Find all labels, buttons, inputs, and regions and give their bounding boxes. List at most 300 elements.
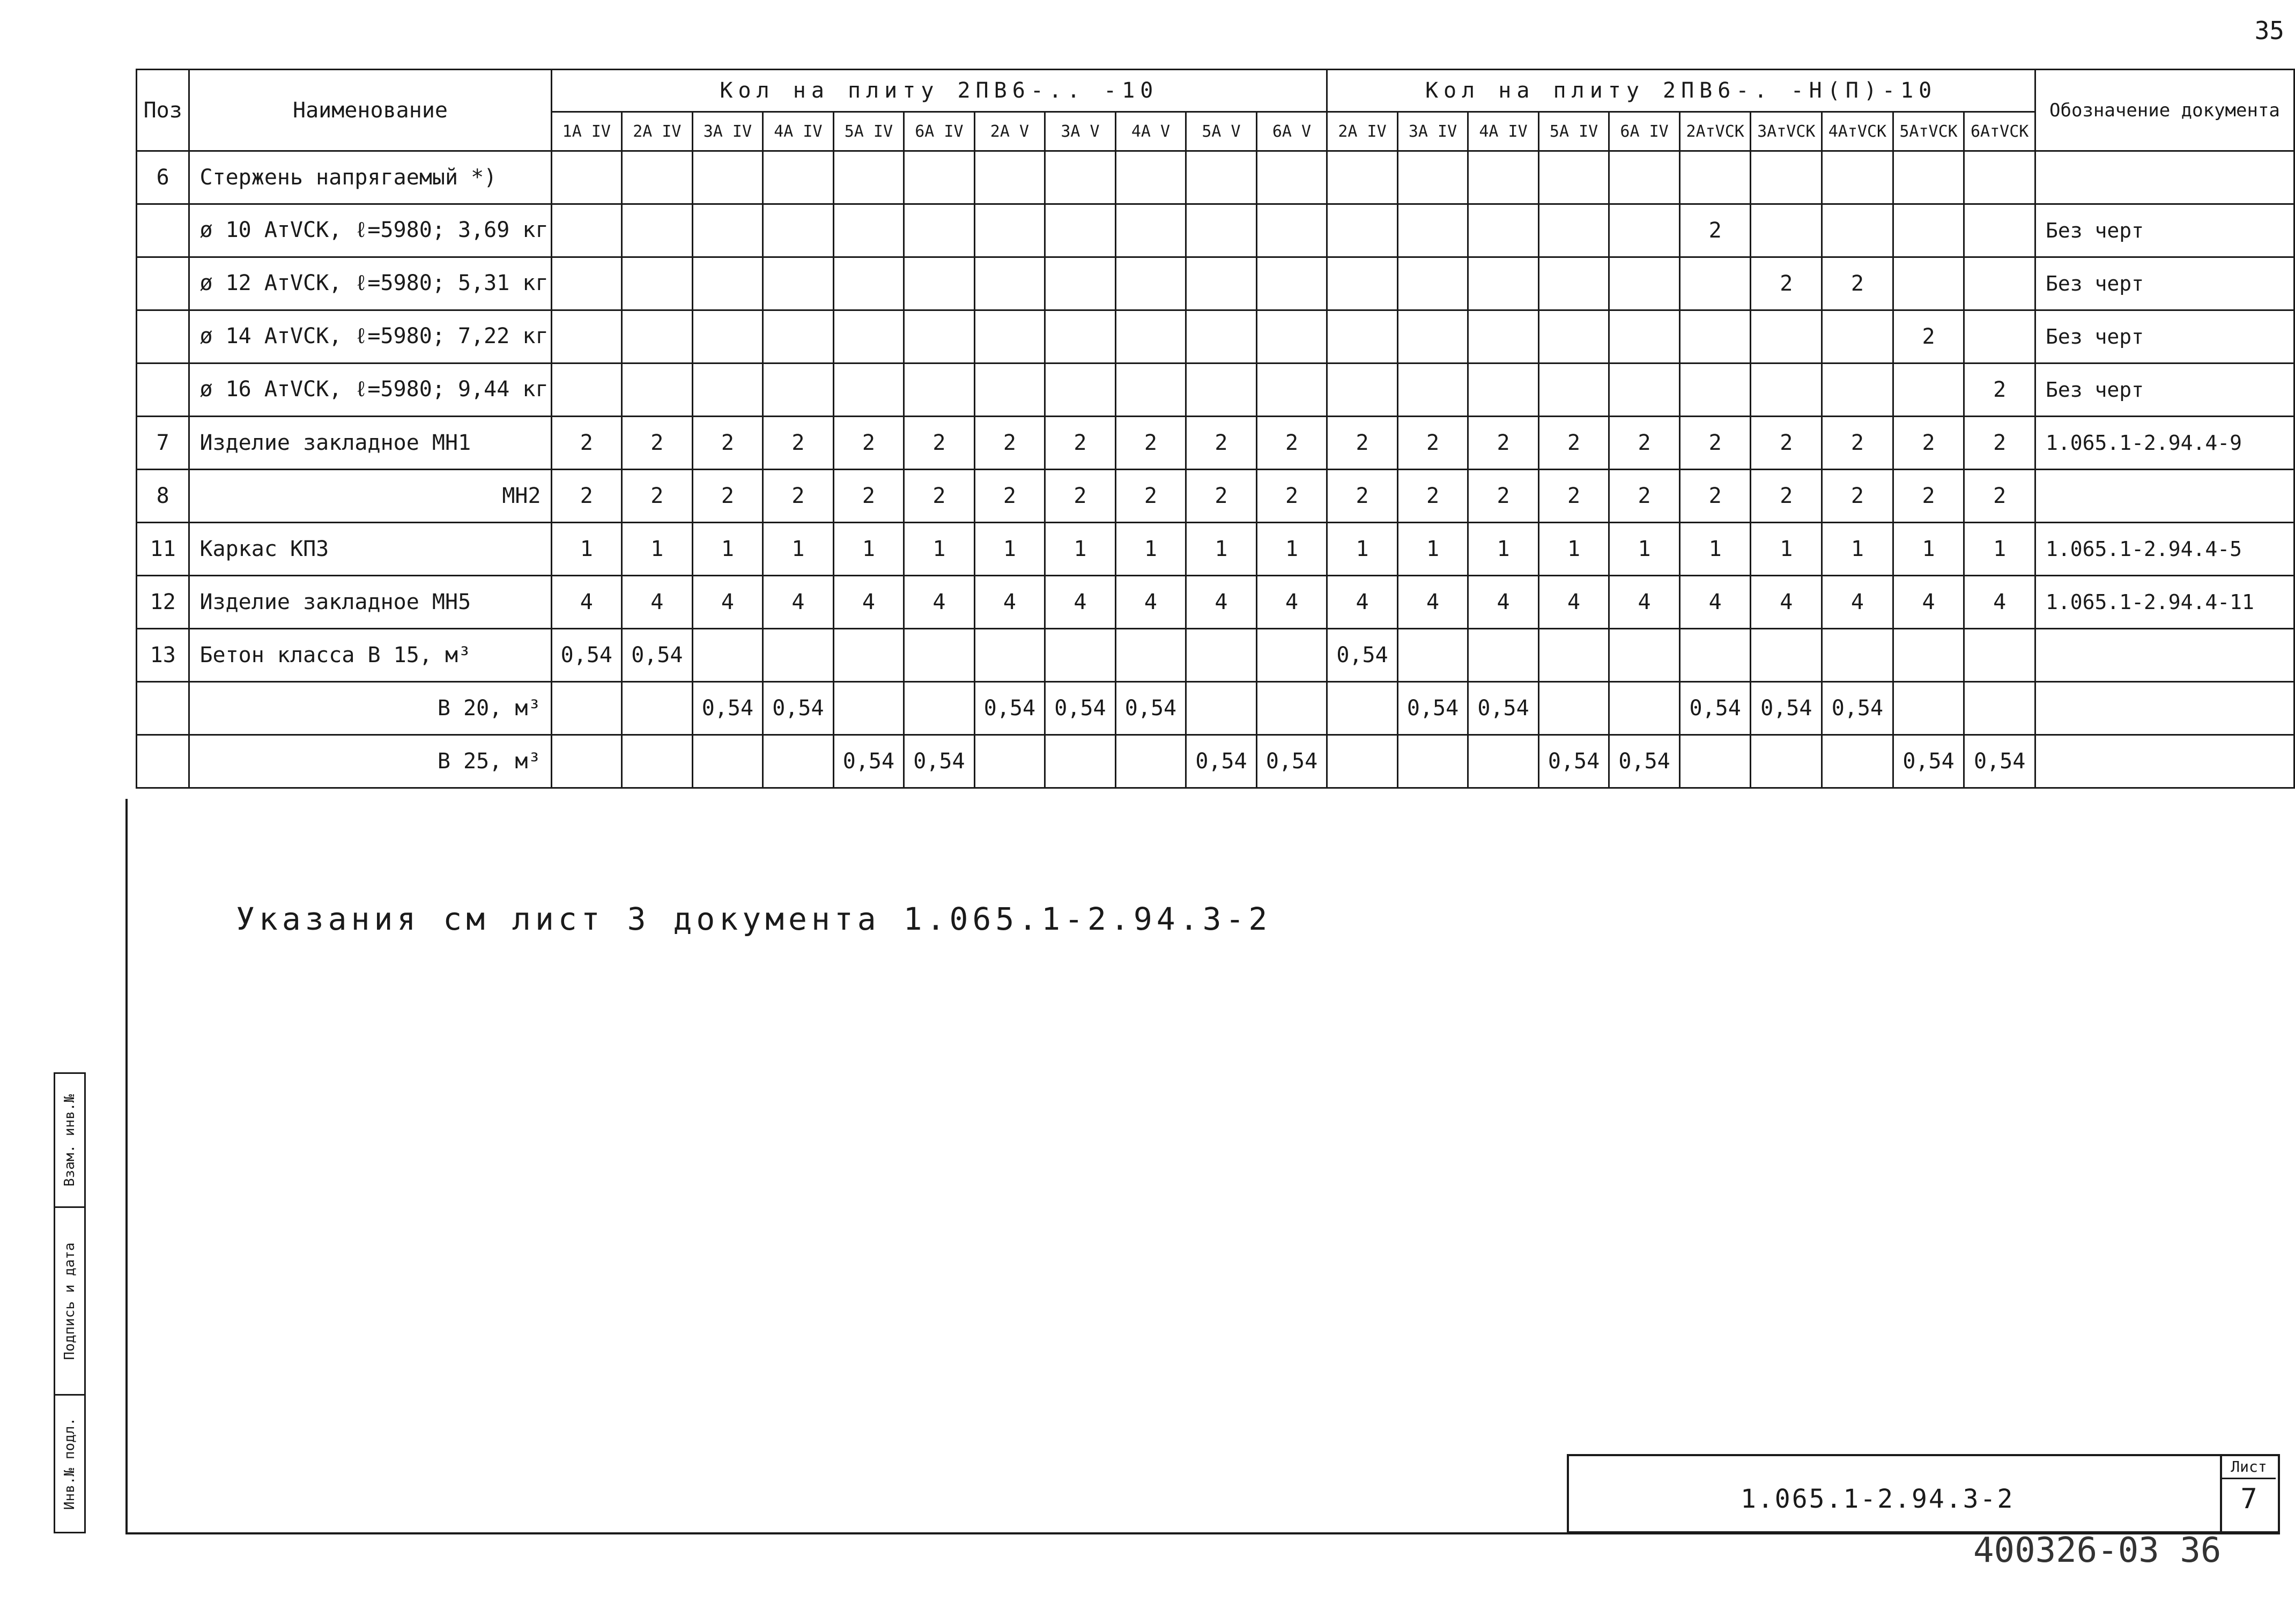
qty-cell [974,257,1045,310]
qty-cell: 0,54 [1751,682,1822,735]
subheader-cell: 2А V [974,112,1045,151]
qty-cell: 2 [1751,257,1822,310]
qty-cell [763,735,834,788]
qty-cell: 4 [833,576,904,629]
qty-cell: 1 [1397,523,1468,576]
qty-cell [1256,151,1327,204]
qty-cell: 2 [1397,417,1468,470]
qty-cell: 2 [763,417,834,470]
qty-cell [1751,364,1822,417]
qty-cell: 0,54 [1397,682,1468,735]
subheader-cell: 2А IV [622,112,693,151]
qty-cell: 2 [1751,417,1822,470]
table-row [137,310,2294,364]
qty-cell [551,682,622,735]
qty-cell: 4 [904,576,975,629]
qty-cell: 4 [763,576,834,629]
qty-cell [1397,151,1468,204]
side-stamp [54,1072,86,1533]
qty-cell: 0,54 [1679,682,1751,735]
sheet-box [2220,1456,2278,1531]
qty-cell [1468,204,1539,257]
row-doc: Без черт [2035,310,2294,364]
qty-cell: 2 [1186,417,1257,470]
qty-cell: 2 [622,470,693,523]
qty-cell: 4 [1609,576,1680,629]
qty-cell [1679,364,1751,417]
qty-cell [1751,310,1822,364]
qty-cell: 2 [1679,470,1751,523]
qty-cell [1751,629,1822,682]
qty-cell [1186,257,1257,310]
qty-cell [1397,735,1468,788]
qty-cell [1822,364,1893,417]
qty-cell [1893,204,1964,257]
qty-cell [1115,735,1186,788]
qty-cell: 2 [1893,470,1964,523]
qty-cell: 2 [1538,470,1609,523]
qty-cell: 0,54 [1964,735,2035,788]
qty-cell [1256,629,1327,682]
qty-cell [1256,310,1327,364]
qty-cell [1327,364,1398,417]
subheader-cell: 2АтVСК [1679,112,1751,151]
qty-cell [763,257,834,310]
row-pos: 13 [137,629,189,682]
document-code: 1.065.1-2.94.3-2 [1741,1484,2015,1514]
qty-cell: 1 [974,523,1045,576]
subheader-cell: 4А IV [1468,112,1539,151]
qty-cell: 1 [622,523,693,576]
qty-cell [1679,735,1751,788]
qty-cell: 2 [1751,470,1822,523]
side-label-inv: Инв.№ подл. [62,1417,78,1510]
qty-cell [763,204,834,257]
qty-cell: 2 [974,470,1045,523]
table-row [137,257,2294,310]
subheader-cell: 4АтVСК [1822,112,1893,151]
qty-cell [833,257,904,310]
qty-cell [1115,364,1186,417]
row-pos [137,310,189,364]
qty-cell: 2 [551,417,622,470]
header-doc: Обозначение документа [2035,70,2294,151]
qty-cell: 0,54 [551,629,622,682]
row-name: ø 12 АтVСК, ℓ=5980; 5,31 кг [189,257,551,310]
qty-cell [551,204,622,257]
row-name: Бетон класса В 15, м³ [189,629,551,682]
qty-cell [833,310,904,364]
qty-cell [904,310,975,364]
qty-cell [904,257,975,310]
subheader-cell: 5А V [1186,112,1257,151]
qty-cell: 2 [904,470,975,523]
qty-cell [1468,629,1539,682]
qty-cell: 2 [1256,417,1327,470]
qty-cell: 2 [692,417,763,470]
qty-cell [1115,310,1186,364]
qty-cell: 0,54 [1327,629,1398,682]
qty-cell: 2 [833,470,904,523]
row-name: Изделие закладное МН1 [189,417,551,470]
qty-cell: 2 [1893,417,1964,470]
qty-cell [1256,204,1327,257]
qty-cell [1893,364,1964,417]
qty-cell [1045,735,1116,788]
qty-cell [551,151,622,204]
table-row [137,470,2294,523]
qty-cell: 0,54 [904,735,975,788]
qty-cell: 4 [1256,576,1327,629]
qty-cell: 1 [1538,523,1609,576]
page-number: 35 [2254,16,2284,45]
sheet-label: Лист [2222,1456,2276,1479]
row-doc: Без черт [2035,257,2294,310]
qty-cell: 0,54 [1893,735,1964,788]
qty-cell: 2 [1964,470,2035,523]
qty-cell [1609,257,1680,310]
qty-cell [763,364,834,417]
qty-cell [1186,364,1257,417]
qty-cell [1751,735,1822,788]
qty-cell [763,310,834,364]
qty-cell: 2 [904,417,975,470]
qty-cell [833,364,904,417]
qty-cell [1679,257,1751,310]
qty-cell [1327,682,1398,735]
qty-cell: 2 [1045,470,1116,523]
table-row [137,417,2294,470]
row-name: Каркас КП3 [189,523,551,576]
qty-cell [974,151,1045,204]
qty-cell [1822,204,1893,257]
table-header-row [137,70,2294,112]
qty-cell [974,629,1045,682]
qty-cell: 1 [1609,523,1680,576]
qty-cell [1045,364,1116,417]
row-name: ø 14 АтVСК, ℓ=5980; 7,22 кг [189,310,551,364]
qty-cell [1045,257,1116,310]
qty-cell: 4 [1893,576,1964,629]
qty-cell [1397,310,1468,364]
qty-cell [1964,310,2035,364]
subheader-cell: 3АтVСК [1751,112,1822,151]
qty-cell [1964,682,2035,735]
qty-cell [763,151,834,204]
qty-cell [622,151,693,204]
qty-cell: 4 [1679,576,1751,629]
subheader-cell: 5А IV [1538,112,1609,151]
qty-cell: 1 [1468,523,1539,576]
qty-cell: 4 [1822,576,1893,629]
qty-cell [833,151,904,204]
qty-cell [1964,257,2035,310]
qty-cell: 4 [1538,576,1609,629]
qty-cell: 1 [1327,523,1398,576]
qty-cell: 0,54 [622,629,693,682]
qty-cell [551,257,622,310]
qty-cell [1115,151,1186,204]
qty-cell [1538,310,1609,364]
qty-cell [833,204,904,257]
subheader-cell: 4А IV [763,112,834,151]
qty-cell [904,629,975,682]
qty-cell: 2 [974,417,1045,470]
qty-cell: 4 [622,576,693,629]
subheader-cell: 6АтVСК [1964,112,2035,151]
table-row [137,151,2294,204]
qty-cell [622,310,693,364]
qty-cell [1609,151,1680,204]
qty-cell [1822,310,1893,364]
qty-cell: 2 [1327,417,1398,470]
row-pos [137,735,189,788]
row-pos: 6 [137,151,189,204]
side-cell-sign [55,1208,84,1396]
qty-cell [1115,204,1186,257]
qty-cell [1045,151,1116,204]
qty-cell [1538,682,1609,735]
qty-cell [1468,151,1539,204]
qty-cell: 2 [1186,470,1257,523]
qty-cell [1397,257,1468,310]
qty-cell [1822,151,1893,204]
row-doc [2035,470,2294,523]
qty-cell: 4 [1468,576,1539,629]
qty-cell: 2 [1964,364,2035,417]
qty-cell [1256,682,1327,735]
qty-cell: 2 [763,470,834,523]
qty-cell [1538,257,1609,310]
subheader-cell: 5АтVСК [1893,112,1964,151]
qty-cell: 0,54 [1115,682,1186,735]
qty-cell: 4 [1964,576,2035,629]
frame-left-line [125,799,128,1533]
qty-cell: 4 [692,576,763,629]
table-row [137,629,2294,682]
specification-table [136,69,2295,789]
qty-cell [904,204,975,257]
row-name: Изделие закладное МН5 [189,576,551,629]
subheader-cell: 2А IV [1327,112,1398,151]
qty-cell: 4 [551,576,622,629]
row-doc: Без черт [2035,364,2294,417]
qty-cell [904,151,975,204]
row-doc: 1.065.1-2.94.4-9 [2035,417,2294,470]
qty-cell: 2 [622,417,693,470]
qty-cell [692,310,763,364]
qty-cell [1186,682,1257,735]
row-pos: 11 [137,523,189,576]
row-pos: 7 [137,417,189,470]
qty-cell [1822,735,1893,788]
qty-cell [974,310,1045,364]
qty-cell [692,629,763,682]
qty-cell [1327,151,1398,204]
qty-cell: 0,54 [692,682,763,735]
qty-cell [833,629,904,682]
subheader-cell: 6А V [1256,112,1327,151]
qty-cell [1751,151,1822,204]
qty-cell [1893,682,1964,735]
qty-cell: 1 [1115,523,1186,576]
qty-cell [1397,629,1468,682]
side-cell-inv [55,1396,84,1532]
row-pos [137,204,189,257]
qty-cell [1893,629,1964,682]
qty-cell: 4 [1045,576,1116,629]
qty-cell: 1 [763,523,834,576]
qty-cell: 2 [1468,470,1539,523]
qty-cell [1538,364,1609,417]
row-name: Стержень напрягаемый *) [189,151,551,204]
qty-cell [692,257,763,310]
qty-cell [1964,629,2035,682]
qty-cell: 4 [1115,576,1186,629]
qty-cell: 2 [692,470,763,523]
row-name: В 25, м³ [189,735,551,788]
qty-cell: 2 [1679,417,1751,470]
subheader-cell: 6А IV [904,112,975,151]
qty-cell [1468,310,1539,364]
qty-cell [1045,204,1116,257]
qty-cell [551,364,622,417]
qty-cell: 2 [1893,310,1964,364]
qty-cell [833,682,904,735]
qty-cell: 2 [1538,417,1609,470]
qty-cell: 4 [1186,576,1257,629]
title-block [1567,1454,2280,1533]
subheader-cell: 1А IV [551,112,622,151]
table-row [137,204,2294,257]
row-doc [2035,682,2294,735]
qty-cell: 0,54 [1186,735,1257,788]
qty-cell: 0,54 [833,735,904,788]
qty-cell [1256,257,1327,310]
sheet-number: 7 [2240,1483,2257,1515]
qty-cell [763,629,834,682]
qty-cell [692,364,763,417]
qty-cell [1679,151,1751,204]
qty-cell [974,204,1045,257]
qty-cell: 2 [551,470,622,523]
qty-cell [622,204,693,257]
qty-cell: 1 [1893,523,1964,576]
header-name: Наименование [189,70,551,151]
qty-cell [1609,310,1680,364]
row-pos [137,257,189,310]
qty-cell: 2 [1468,417,1539,470]
qty-cell [1186,151,1257,204]
qty-cell: 0,54 [1468,682,1539,735]
qty-cell: 0,54 [974,682,1045,735]
qty-cell [1609,682,1680,735]
qty-cell: 1 [1679,523,1751,576]
qty-cell: 1 [551,523,622,576]
qty-cell [1609,204,1680,257]
qty-cell: 4 [974,576,1045,629]
row-name: МН2 [189,470,551,523]
qty-cell [1893,257,1964,310]
qty-cell [1964,151,2035,204]
qty-cell: 4 [1327,576,1398,629]
row-pos [137,364,189,417]
qty-cell [974,735,1045,788]
qty-cell: 0,54 [1609,735,1680,788]
row-doc: 1.065.1-2.94.4-11 [2035,576,2294,629]
qty-cell [551,310,622,364]
qty-cell: 2 [1964,417,2035,470]
side-cell-replace [55,1074,84,1208]
qty-cell: 0,54 [763,682,834,735]
qty-cell: 1 [1751,523,1822,576]
table-row [137,682,2294,735]
qty-cell [1538,151,1609,204]
qty-cell: 1 [1256,523,1327,576]
qty-cell [622,257,693,310]
row-name: ø 16 АтVСК, ℓ=5980; 9,44 кг [189,364,551,417]
qty-cell [904,364,975,417]
qty-cell [1679,629,1751,682]
qty-cell [692,151,763,204]
qty-cell: 1 [1186,523,1257,576]
qty-cell [1115,257,1186,310]
qty-cell [1538,629,1609,682]
qty-cell [1538,204,1609,257]
qty-cell [1468,257,1539,310]
qty-cell [1327,204,1398,257]
side-label-replace: Взам. инв.№ [62,1094,78,1187]
qty-cell: 0,54 [1045,682,1116,735]
qty-cell [1893,151,1964,204]
qty-cell: 2 [1822,417,1893,470]
row-pos: 12 [137,576,189,629]
subheader-cell: 4А V [1115,112,1186,151]
header-group-1: Кол на плиту 2ПВ6-.. -10 [551,70,1327,112]
qty-cell [1186,204,1257,257]
qty-cell [1751,204,1822,257]
qty-cell [622,364,693,417]
qty-cell [1045,629,1116,682]
qty-cell: 1 [1964,523,2035,576]
qty-cell: 2 [1115,470,1186,523]
side-label-sign: Подпись и дата [62,1242,78,1360]
subheader-cell: 5А IV [833,112,904,151]
qty-cell [1115,629,1186,682]
qty-cell: 0,54 [1538,735,1609,788]
qty-cell [1186,629,1257,682]
row-doc [2035,151,2294,204]
subheader-cell: 3А IV [692,112,763,151]
qty-cell: 2 [1256,470,1327,523]
qty-cell: 1 [1045,523,1116,576]
qty-cell [1045,310,1116,364]
qty-cell [692,735,763,788]
qty-cell [1186,310,1257,364]
table-row [137,523,2294,576]
row-name: ø 10 АтVСК, ℓ=5980; 3,69 кг [189,204,551,257]
row-pos [137,682,189,735]
qty-cell [1468,735,1539,788]
subheader-cell: 3А V [1045,112,1116,151]
qty-cell [1397,364,1468,417]
qty-cell: 4 [1397,576,1468,629]
qty-cell [974,364,1045,417]
qty-cell: 1 [904,523,975,576]
instruction-note: Указания см лист 3 документа 1.065.1-2.94.3-2 [236,901,1272,937]
table-row [137,735,2294,788]
qty-cell: 1 [833,523,904,576]
